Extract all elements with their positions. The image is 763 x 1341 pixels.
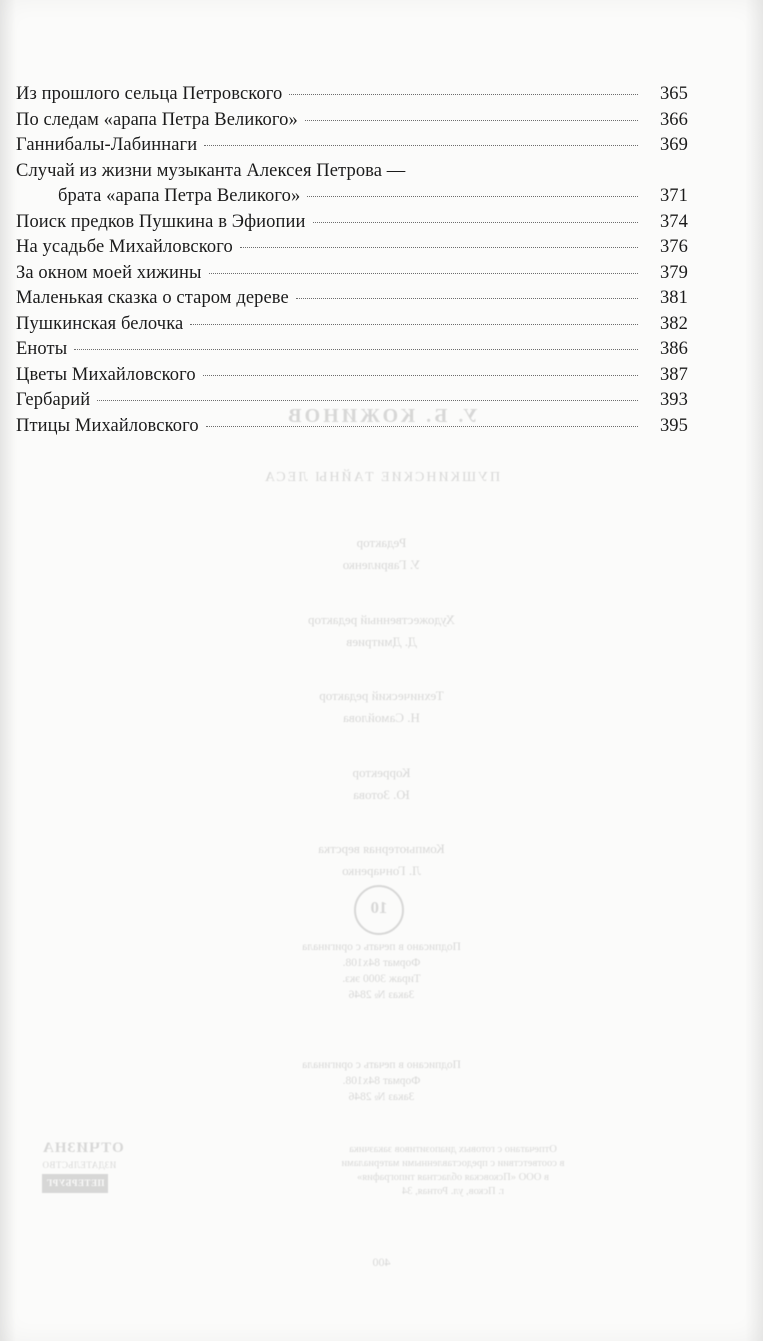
toc-entry-page: 376 (659, 237, 688, 257)
toc-entry-title: За окном моей хижины (16, 262, 202, 283)
toc-entry-page: 393 (659, 390, 688, 410)
toc-entry-title: Ганнибалы-Лабиннаги (16, 135, 198, 155)
bleed-publisher-name: ОТЧИЗНА (42, 1140, 124, 1156)
toc-entry-title: Гербарий (16, 390, 91, 410)
bleed-credit-role-2: Технический редактор (319, 688, 444, 703)
toc-entry[interactable] (16, 337, 688, 363)
toc-entry-page: 366 (659, 109, 688, 130)
toc-entry-page: 382 (659, 313, 688, 334)
bleed-logo-text: 10 (371, 898, 388, 917)
bleed-imprint-line-3: Заказ № 2846 (348, 989, 415, 1001)
toc-leader-dots (204, 145, 638, 146)
bleed-credit-name-4: Л. Гончаренко (342, 863, 421, 878)
toc-entry-title: Пушкинская белочка (16, 313, 184, 334)
bleed-imprint-line-1: Формат 84х108. (342, 957, 421, 969)
toc-entry-page: 365 (659, 84, 688, 104)
toc-leader-dots (240, 247, 638, 248)
toc-entry[interactable] (16, 235, 688, 261)
toc-entry-title: На усадьбе Михайловского (16, 237, 233, 257)
bleed-folio: 400 (372, 1255, 391, 1269)
bleed-credit-role-4: Компьютерная верстка (318, 841, 445, 856)
toc-entry[interactable] (16, 286, 688, 312)
toc-entry-page: 387 (659, 364, 688, 385)
page-right-shadow (745, 0, 763, 1341)
toc-leader-dots (190, 324, 638, 325)
toc-leader-dots (307, 196, 638, 197)
page-left-shadow (0, 0, 16, 1341)
toc-entry-page: 381 (659, 288, 688, 308)
toc-entry[interactable] (16, 133, 688, 159)
bleed-credit-name-2: Н. Самойлова (343, 710, 420, 725)
toc-leader-dots (74, 349, 638, 350)
bleed-credit-role-0: Редактор (356, 535, 407, 550)
toc-leader-dots (305, 120, 638, 121)
toc-leader-dots (97, 400, 638, 401)
toc-entry[interactable] (16, 312, 688, 338)
toc-entry[interactable] (16, 210, 688, 236)
toc-leader-dots (313, 222, 638, 223)
toc-leader-dots (289, 94, 638, 95)
bleed-address-line-0: Отпечатано с готовых диапозитивов заказчика (349, 1144, 557, 1155)
toc-entry-page: 379 (659, 262, 688, 283)
toc-entry-title: Еноты (16, 339, 68, 359)
toc-entry-title: Случай из жизни музыканта Алексея Петрова — (16, 160, 406, 181)
toc-entry[interactable] (16, 159, 688, 185)
toc-leader-dots (296, 298, 638, 299)
bleed-imprint-extra-2: Заказ № 2846 (348, 1091, 415, 1103)
toc-entry-title: Маленькая сказка о старом дереве (16, 288, 289, 308)
toc-entry-title: Птицы Михайловского (16, 415, 199, 436)
toc-entry[interactable] (16, 108, 688, 134)
toc-entry-page: 374 (659, 211, 688, 232)
toc-entry[interactable] (16, 363, 688, 389)
toc-entry-title: Цветы Михайловского (16, 364, 196, 385)
bleed-credit-name-3: Ю. Зотова (353, 787, 410, 802)
bleed-title: ПУШКИНСКИЕ ТАЙНЫ ЛЕСА (262, 470, 501, 485)
bleed-publisher-kind: ИЗДАТЕЛЬСТВО (42, 1160, 117, 1170)
toc-entry[interactable] (16, 388, 688, 414)
bleed-address-line-1: в соответствии с предоставленными материалами (341, 1158, 565, 1169)
toc-entry-page: 395 (659, 415, 688, 436)
bleed-credit-name-0: У. Гавриленко (342, 557, 421, 572)
toc-entry-title: По следам «арапа Петра Великого» (16, 109, 298, 130)
toc-entry-title: Поиск предков Пушкина в Эфиопии (16, 211, 306, 232)
bleed-address (263, 1143, 643, 1199)
toc-leader-dots (209, 273, 638, 274)
toc-entry-page: 371 (659, 186, 688, 206)
bleed-credit-role-3: Корректор (352, 765, 411, 780)
toc-leader-dots (206, 426, 638, 427)
bleed-publisher-logo (355, 885, 405, 935)
bleed-address-line-2: в ООО «Псковская областная типография» (357, 1172, 549, 1183)
bleed-address-line-3: г. Псков, ул. Ротная, 34 (401, 1186, 505, 1197)
bleed-imprint-extra-0: Подписано в печать с оригинала (302, 1059, 461, 1071)
bleed-credit-role-1: Художественный редактор (308, 612, 455, 627)
bleed-credit-name-1: Д. Дмитриев (346, 634, 417, 649)
toc-leader-dots (203, 375, 638, 376)
toc-entry-page: 369 (659, 135, 688, 155)
table-of-contents (16, 82, 688, 439)
toc-entry-page: 386 (659, 339, 688, 359)
bleed-publisher (42, 1140, 124, 1193)
toc-entry-title: Из прошлого сельца Петровского (16, 84, 283, 104)
toc-entry[interactable] (16, 82, 688, 108)
bleed-author: У. Б. КОЖИНОВ (285, 405, 478, 427)
toc-entry-title: брата «арапа Петра Великого» (58, 186, 301, 206)
bleed-imprint-line-2: Тираж 3000 экз. (342, 973, 421, 985)
toc-entry[interactable] (16, 261, 688, 287)
bleed-imprint-line-0: Подписано в печать с оригинала (302, 941, 461, 953)
bleed-imprint-extra-1: Формат 84х108. (342, 1075, 421, 1087)
toc-entry-continuation[interactable] (16, 184, 688, 210)
toc-entry[interactable] (16, 414, 688, 440)
bleed-publisher-city: ПЕТЕРБУРГ (42, 1174, 108, 1193)
